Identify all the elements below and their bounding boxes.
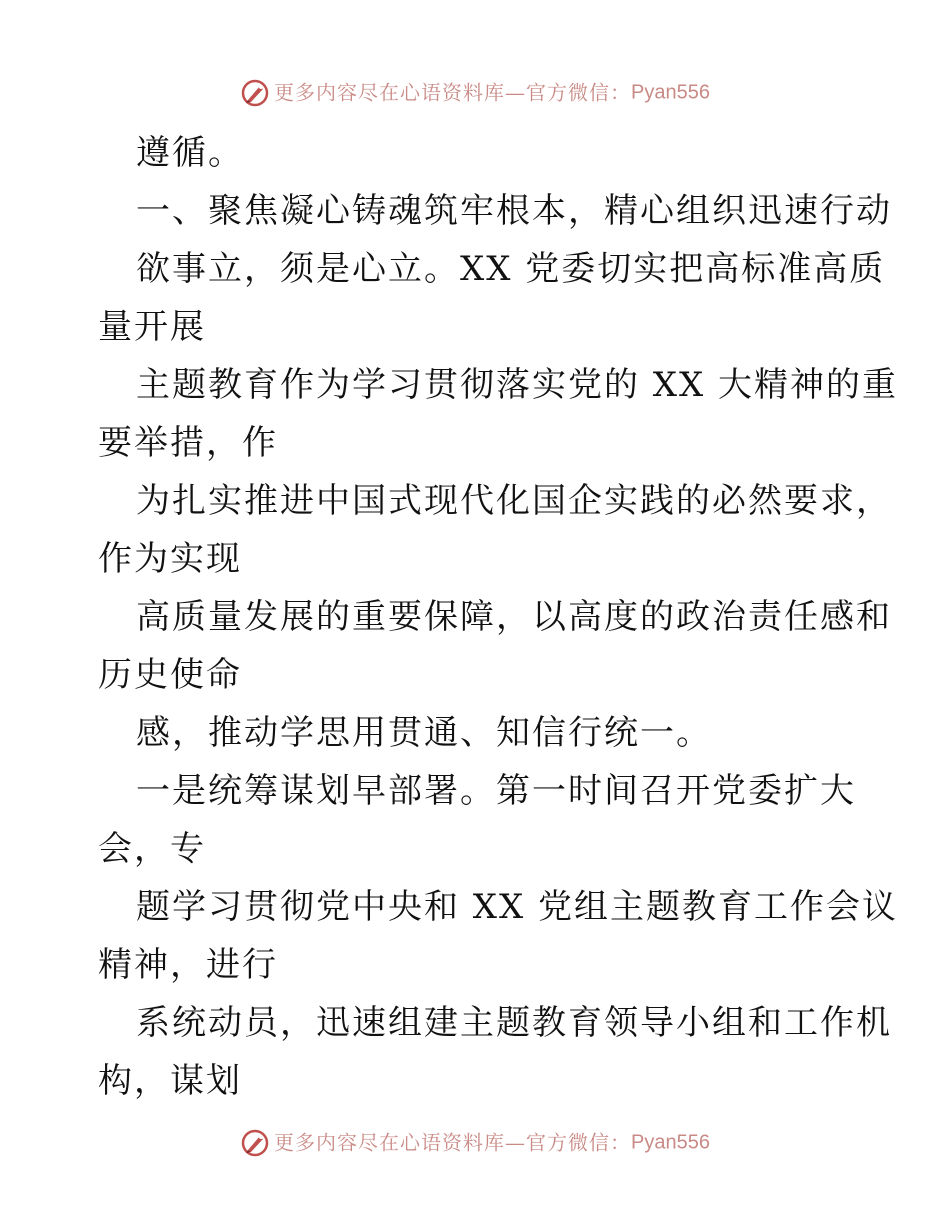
watermark-text: 更多内容尽在心语资料库—官方微信： [274, 1130, 632, 1155]
text-line: 为扎实推进中国式现代化国企实践的必然要求， [136, 481, 892, 521]
text-line: 构，谋划 [98, 1061, 242, 1101]
text-line: 遵循。 [136, 133, 244, 173]
text-line: 会，专 [98, 829, 206, 869]
text-line: 高质量发展的重要保障，以高度的政治责任感和 [136, 597, 892, 637]
text-line: 要举措，作 [98, 423, 278, 463]
watermark-wechat-id: Pyan556 [631, 1131, 710, 1154]
watermark-wechat-id: Pyan556 [631, 81, 710, 104]
pen-logo-icon [240, 1128, 270, 1158]
text-line: 一是统筹谋划早部署。第一时间召开党委扩大 [136, 771, 856, 811]
footer-watermark [0, 1126, 950, 1158]
text-line: 系统动员，迅速组建主题教育领导小组和工作机 [136, 1003, 892, 1043]
text-line: 感，推动学思用贯通、知信行统一。 [136, 713, 712, 753]
text-line: 精神，进行 [98, 945, 278, 985]
pen-logo-icon [240, 78, 270, 108]
text-line: 作为实现 [98, 539, 242, 579]
text-line: 主题教育作为学习贯彻落实党的 XX 大精神的重 [136, 365, 899, 405]
text-line: 历史使命 [98, 655, 242, 695]
text-line: 题学习贯彻党中央和 XX 党组主题教育工作会议 [136, 887, 899, 927]
section-heading: 一、聚焦凝心铸魂筑牢根本，精心组织迅速行动 [136, 191, 892, 231]
document-body [98, 124, 899, 1110]
text-line: 量开展 [98, 307, 206, 347]
text-line: 欲事立，须是心立。XX 党委切实把高标准高质 [136, 249, 886, 289]
header-watermark [0, 76, 950, 108]
watermark-text: 更多内容尽在心语资料库—官方微信： [274, 80, 632, 105]
